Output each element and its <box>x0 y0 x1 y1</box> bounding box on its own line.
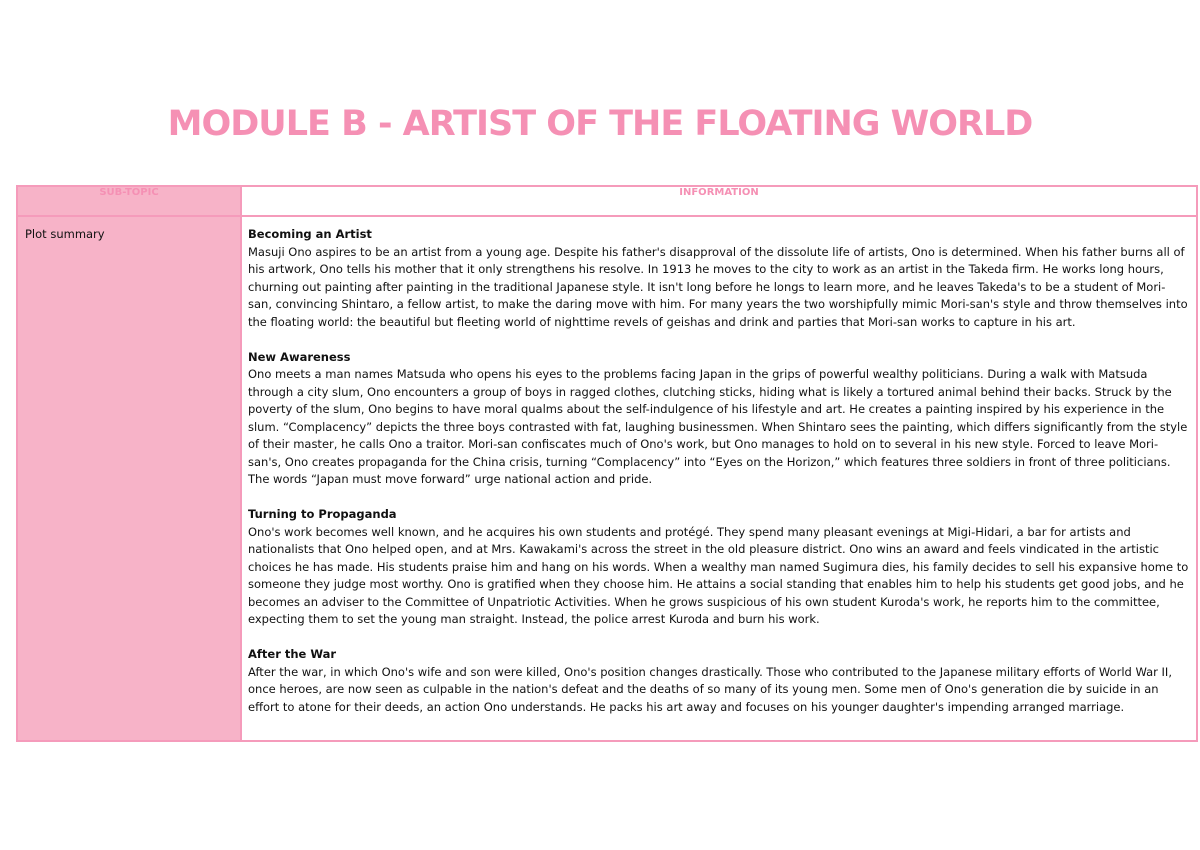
page-title: MODULE B - ARTIST OF THE FLOATING WORLD <box>167 104 1033 144</box>
table-header-row <box>17 186 1197 216</box>
section-heading: After the War <box>248 647 337 661</box>
section-after-the-war <box>248 646 1189 716</box>
section-heading: Becoming an Artist <box>248 227 372 241</box>
section-turning-to-propaganda <box>248 506 1189 629</box>
subtopic-cell: Plot summary <box>17 216 241 741</box>
section-body: Ono's work becomes well known, and he acquires his own students and protégé. They spend many pleasant evenings at Migi-Hidari, a bar for artists and nationalists that Ono helped open, and at Mrs. Kawakami's across the street in the old pleasure district. Ono wins an award and feels vindicated in the artistic choices he has made. His students praise him and hang on his words. When a wealthy man named Sugimura dies, his family decides to sell his expansive home to someone they judge most worthy. Ono is gratified when they choose him. He attains a social standing that enables him to help his students get good jobs, and he becomes an adviser to the Committee of Unpatriotic Activities. When he grows suspicious of his own student Kuroda's work, he reports him to the committee, expecting them to set the young man straight. Instead, the police arrest Kuroda and burn his work. <box>248 524 1189 626</box>
section-new-awareness <box>248 349 1189 489</box>
section-heading: New Awareness <box>248 349 351 364</box>
information-cell <box>241 216 1197 741</box>
section-becoming-an-artist <box>248 226 1189 331</box>
section-body: Ono meets a man names Matsuda who opens his eyes to the problems facing Japan in the grips of powerful wealthy politicians. During a walk with Matsuda through a city slum, Ono encounters a group of boys in ragged clothes, clutching sticks, hiding what is likely a tortured animal behind their backs. Struck by the poverty of the slum, Ono begins to have moral qualms about the self-indulgence of his lifestyle and art. He creates a painting inspired by his experience in the slum. “Complacency” depicts the three boys contrasted with fat, laughing businessmen. When Shintaro sees the painting, which differs significantly from the style of their master, he calls Ono a traitor. Mori-san confiscates much of Ono's work, but Ono manages to hold on to several in his new style. Forced to leave Mori-san's, Ono creates propaganda for the China crisis, turning “Complacency” into “Eyes on the Horizon,” which features three soldiers in front of three politicians. The words “Japan must move forward” urge national action and pride. <box>248 367 1188 486</box>
table-row <box>17 216 1197 741</box>
column-header-information: INFORMATION <box>241 186 1197 216</box>
section-body: After the war, in which Ono's wife and son were killed, Ono's position changes drastically. Those who contributed to the Japanese military efforts of World War II, once heroes, are now seen as culpable in the nation's defeat and the deaths of so many of its young men. Some men of Ono's generation die by suicide in an effort to atone for their deeds, an action Ono understands. He packs his art away and focuses on his younger daughter's impending arranged marriage. <box>248 664 1172 714</box>
column-header-subtopic: SUB-TOPIC <box>17 186 241 216</box>
section-heading: Turning to Propaganda <box>248 507 397 521</box>
section-body: Masuji Ono aspires to be an artist from a young age. Despite his father's disapproval of the dissolute life of artists, Ono is determined. When his father burns all of his artwork, Ono tells his mother that it only strengthens his resolve. In 1913 he moves to the city to work as an artist in the Takeda firm. He works long hours, churning out painting after painting in the traditional Japanese style. It isn't long before he longs to learn more, and he leaves Takeda's to be a student of Mori-san, convincing Shintaro, a fellow artist, to make the daring move with him. For many years the two worshipfully mimic Mori-san's style and throw themselves into the floating world: the beautiful but fleeting world of nighttime revels of geishas and drink and parties that Mori-san works to capture in his art. <box>248 244 1188 329</box>
module-table <box>16 185 1198 742</box>
